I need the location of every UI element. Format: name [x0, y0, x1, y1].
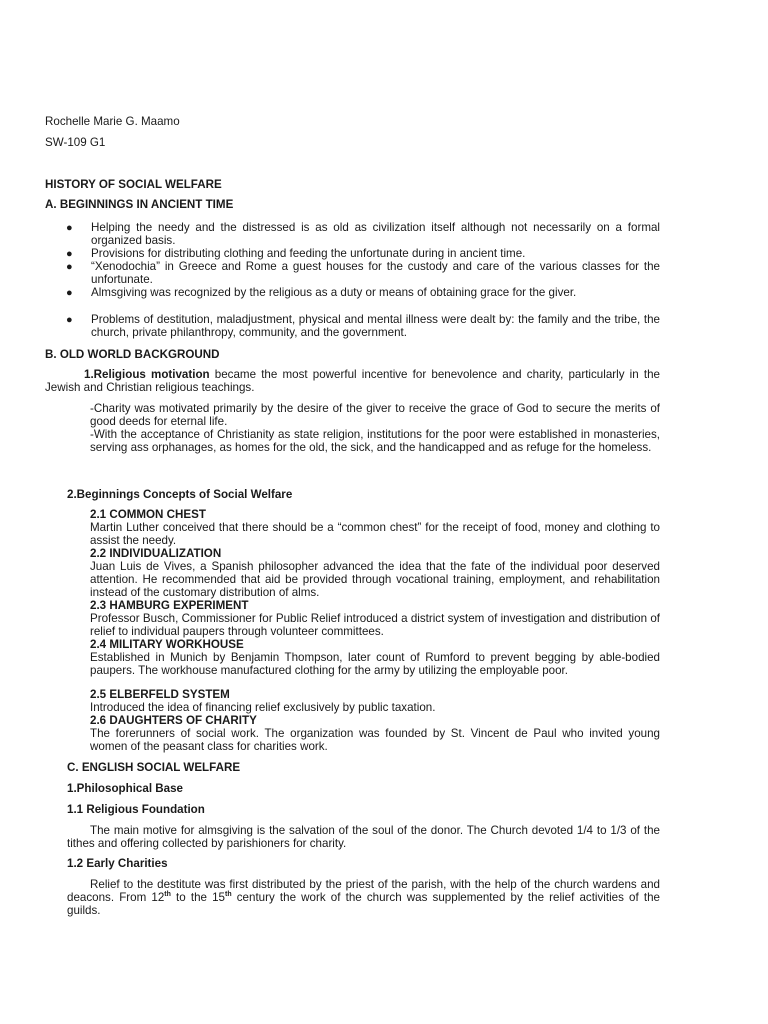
early-charities-text-a: Relief to the destitute was first distributed by the priest of the parish, with the help of the church wardens and deacons. From 12	[67, 878, 660, 904]
religious-foundation-heading: 1.1 Religious Foundation	[67, 803, 205, 816]
list-item: Helping the needy and the distressed is as old as civilization itself although not necessarily on a formal organized basis.	[91, 221, 660, 247]
bullet-icon: ●	[66, 248, 73, 260]
early-charities-paragraph	[67, 878, 660, 917]
concept-title: 2.4 MILITARY WORKHOUSE	[90, 638, 244, 651]
concept-title: 2.1 COMMON CHEST	[90, 508, 206, 521]
early-charities-heading: 1.2 Early Charities	[67, 857, 168, 870]
concept-text: Juan Luis de Vives, a Spanish philosopher advanced the idea that the fate of the individual poor deserved attention. He recommended that aid be provided through vocational training, employment, and rehabilitation instead of the customary distribution of alms.	[90, 560, 660, 599]
concept-title: 2.6 DAUGHTERS OF CHARITY	[90, 714, 257, 727]
list-item: Almsgiving was recognized by the religious as a duty or means of obtaining grace for the giver.	[91, 286, 577, 299]
concepts-heading: 2.Beginnings Concepts of Social Welfare	[67, 488, 293, 501]
bullet-icon: ●	[66, 261, 73, 273]
religious-motivation-lead: 1.Religious motivation	[84, 368, 210, 381]
concept-title: 2.2 INDIVIDUALIZATION	[90, 547, 222, 560]
charity-paragraph-1: -Charity was motivated primarily by the desire of the giver to receive the grace of God to secure the merits of good deeds for eternal life.	[90, 402, 660, 428]
concept-title: 2.3 HAMBURG EXPERIMENT	[90, 599, 249, 612]
document-title: HISTORY OF SOCIAL WELFARE	[45, 178, 222, 191]
bullet-icon: ●	[66, 314, 73, 326]
list-item: “Xenodochia” in Greece and Rome a guest houses for the custody and care of the various classes for the unfortunate.	[91, 260, 660, 286]
early-charities-text-c: century the work of the church was supplemented by the relief activities of the guilds.	[67, 891, 660, 917]
section-a-heading: A. BEGINNINGS IN ANCIENT TIME	[45, 198, 234, 211]
author-name: Rochelle Marie G. Maamo	[45, 115, 180, 128]
superscript-th: th	[225, 891, 232, 899]
philosophical-base-heading: 1.Philosophical Base	[67, 782, 183, 795]
section-b-heading: B. OLD WORLD BACKGROUND	[45, 348, 220, 361]
early-charities-text-b: to the 15	[170, 891, 225, 904]
concept-title: 2.5 ELBERFELD SYSTEM	[90, 688, 230, 701]
concept-text: Professor Busch, Commissioner for Public Relief introduced a district system of investigation and distribution of relief to individual paupers through volunteer committees.	[90, 612, 660, 638]
religious-foundation-paragraph: The main motive for almsgiving is the salvation of the soul of the donor. The Church devoted 1/4 to 1/3 of the tithes and offering collected by parishioners for charity.	[67, 824, 660, 850]
bullet-icon: ●	[66, 287, 73, 299]
concept-text: The forerunners of social work. The organization was founded by St. Vincent de Paul who invited young women of the peasant class for charities work.	[90, 727, 660, 753]
bullet-icon: ●	[66, 222, 73, 234]
list-item: Provisions for distributing clothing and feeding the unfortunate during in ancient time.	[91, 247, 526, 260]
charity-paragraph-2: -With the acceptance of Christianity as state religion, institutions for the poor were established in monasteries, serving ass orphanages, as homes for the old, the sick, and the handicapped and as refuge for the homeless.	[90, 428, 660, 454]
religious-motivation-text: became the most powerful incentive for benevolence and charity, particularly in the Jewish and Christian religious teachings.	[45, 368, 660, 394]
course-code: SW-109 G1	[45, 136, 106, 149]
section-c-heading: C. ENGLISH SOCIAL WELFARE	[67, 761, 241, 774]
list-item: Problems of destitution, maladjustment, physical and mental illness were dealt by: the family and the tribe, the church, private philanthropy, community, and the government.	[91, 313, 660, 339]
superscript-th: th	[164, 891, 171, 899]
religious-motivation-paragraph	[45, 368, 660, 394]
concept-text: Martin Luther conceived that there should be a “common chest” for the receipt of food, money and clothing to assist the needy.	[90, 521, 660, 547]
concept-text: Established in Munich by Benjamin Thompson, later count of Rumford to prevent begging by able-bodied paupers. The workhouse manufactured clothing for the army by utilizing the employable poor.	[90, 651, 660, 677]
concept-text: Introduced the idea of financing relief exclusively by public taxation.	[90, 701, 436, 714]
